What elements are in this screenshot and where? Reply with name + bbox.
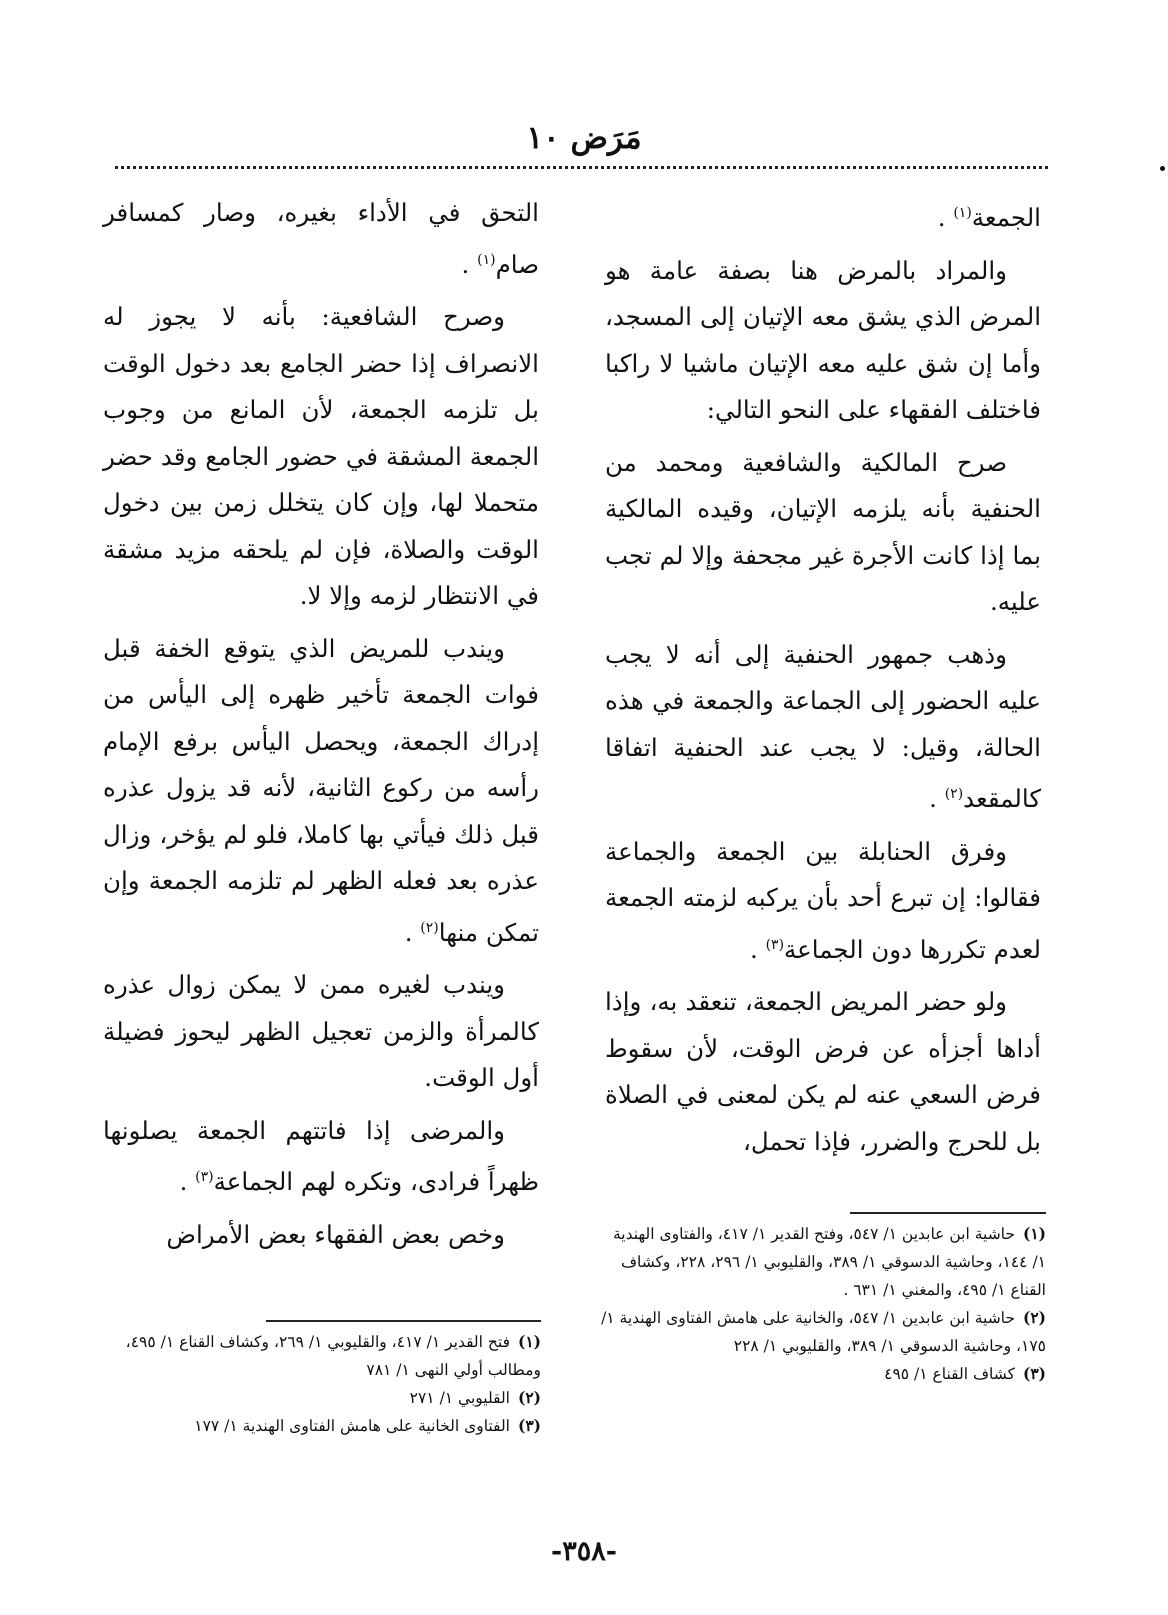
footnote-separator-left — [266, 1320, 541, 1322]
paragraph-text: التحق في الأداء بغيره، وصار كمسافر صام — [103, 198, 539, 279]
footnote — [86, 1384, 541, 1412]
footnote-ref: (٢) — [944, 786, 964, 803]
paragraph-text: ولو حضر المريض الجمعة، تنعقد به، وإذا أداها أجزأه عن فرض الوقت، لأن سقوط فرض السعي عنه لم يكن لمعنى في الصلاة بل للحرج والضرر، فإذا تحمل، — [605, 987, 1041, 1156]
paragraph-text: والمراد بالمرض هنا بصفة عامة هو المرض الذي يشق معه الإتيان إلى المسجد، وأما إن شق عليه معه الإتيان ماشيا لا راكبا فاختلف الفقهاء على النحو التالي: — [605, 255, 1041, 425]
paragraph — [103, 626, 539, 957]
footnote — [600, 1304, 1046, 1360]
footnote-text: حاشية ابن عابدين ١/ ٥٤٧، والخانية على هامش الفتاوى الهندية ١/ ١٧٥، وحاشية الدسوقي ١/ ٣٨٩، والقليوبي ١/ ٢٢٨ — [601, 1309, 1046, 1355]
paragraph-text: وفرق الحنابلة بين الجمعة والجماعة فقالوا: إن تبرع أحد بأن يركبه لزمته الجمعة لعدم تكررها دون الجماعة — [605, 836, 1041, 964]
paragraph-text: الجمعة — [971, 203, 1041, 233]
left-text-column — [103, 190, 539, 1264]
footnote-ref: (١) — [477, 251, 496, 268]
page-header-title: مَرَض ١٠ — [526, 120, 642, 156]
footnotes-right — [600, 1220, 1046, 1388]
paragraph — [605, 632, 1041, 823]
footnotes-left — [86, 1328, 541, 1440]
paragraph — [103, 1212, 539, 1259]
paragraph-tail: . — [461, 249, 478, 279]
paragraph-tail: . — [404, 917, 421, 947]
page-number: -٣٥٨- — [551, 1536, 617, 1567]
footnote-ref: (٢) — [420, 919, 439, 936]
paragraph — [103, 294, 539, 620]
footnote — [86, 1412, 541, 1440]
header-dotted-rule — [115, 166, 1048, 169]
footnote — [86, 1328, 541, 1384]
paragraph-text: ويندب للمريض الذي يتوقع الخفة قبل فوات الجمعة تأخير ظهره إلى اليأس من إدراك الجمعة، ويحصل اليأس برفع الإمام رأسه من ركوع الثانية، لأنه قد يزول عذره قبل ذلك فيأتي بها كاملا، فلو لم يؤخر، وزال عذره بعد فعله الظهر لم تلزمه الجمعة وإن تمكن منها — [103, 633, 539, 947]
paragraph-tail: . — [749, 934, 766, 964]
margin-dot-mark — [1160, 166, 1165, 171]
paragraph-text: وذهب جمهور الحنفية إلى أنه لا يجب عليه الحضور إلى الجماعة والجمعة في هذه الحالة، وقيل: لا يجب عند الحنفية اتفاقا كالمقعد — [605, 639, 1041, 814]
paragraph-text: والمرضى إذا فاتتهم الجمعة يصلونها ظهراً فرادى، وتكره لهم الجماعة — [103, 1115, 539, 1197]
right-text-column — [605, 190, 1041, 1171]
footnote-number: (١) — [1022, 1224, 1046, 1243]
footnote-number: (٢) — [1022, 1308, 1046, 1327]
paragraph — [605, 440, 1041, 626]
paragraph-tail: . — [179, 1167, 196, 1197]
paragraph — [103, 962, 539, 1102]
footnote-ref: (٣) — [195, 1169, 214, 1186]
paragraph-text: وخص بعض الفقهاء بعض الأمراض — [166, 1219, 505, 1249]
footnote-text: فتح القدير ١/ ٤١٧، والقليوبي ١/ ٢٦٩، وكشاف القناع ١/ ٤٩٥، ومطالب أولي النهى ١/ ٧٨١ — [125, 1333, 541, 1379]
footnote-number: (٣) — [1022, 1364, 1046, 1383]
paragraph — [605, 829, 1041, 974]
paragraph — [605, 979, 1041, 1165]
footnote-text: الفتاوى الخانية على هامش الفتاوى الهندية ١/ ١٧٧ — [194, 1417, 510, 1435]
paragraph — [605, 248, 1041, 434]
paragraph-text: صرح المالكية والشافعية ومحمد من الحنفية بأنه يلزمه الإتيان، وقيده المالكية بما إذا كانت الأجرة غير مجحفة وإلا لم تجب عليه. — [605, 447, 1041, 617]
paragraph-text: ويندب لغيره ممن لا يمكن زوال عذره كالمرأة والزمن تعجيل الظهر ليحوز فضيلة أول الوقت. — [103, 970, 539, 1093]
footnote — [600, 1360, 1046, 1388]
footnote — [600, 1220, 1046, 1304]
paragraph — [103, 1108, 539, 1206]
footnote-text: حاشية ابن عابدين ١/ ٥٤٧، وفتح القدير ١/ ٤١٧، والفتاوى الهندية ١/ ١٤٤، وحاشية الدسوقي ١/ ٣٨٩، والقليوبي ١/ ٢٩٦، ٢٢٨، وكشاف القناع ١/ ٤٩٥، والمغني ١/ ٦٣١ . — [612, 1225, 1046, 1299]
footnote-text: القليوبي ١/ ٢٧١ — [409, 1389, 510, 1407]
footnote-number: (٣) — [517, 1416, 541, 1435]
paragraph-tail: . — [937, 203, 954, 233]
paragraph-text: وصرح الشافعية: بأنه لا يجوز له الانصراف إذا حضر الجامع بعد دخول الوقت بل تلزمه الجمعة، لأن المانع من وجوب الجمعة المشقة في حضور الجامع وقد حضر متحملا لها، وإن كان يتخلل زمن بين دخول الوقت والصلاة، فإن لم يلحقه مزيد مشقة في الانتظار لزمه وإلا لا. — [103, 302, 539, 611]
footnote-number: (١) — [517, 1332, 541, 1351]
paragraph — [605, 190, 1041, 242]
paragraph — [103, 190, 539, 288]
footnote-text: كشاف القناع ١/ ٤٩٥ — [884, 1365, 1015, 1383]
footnote-ref: (١) — [953, 205, 972, 221]
footnote-separator-right — [850, 1212, 1046, 1214]
paragraph-tail: . — [929, 784, 945, 814]
footnote-ref: (٣) — [765, 936, 785, 953]
footnote-number: (٢) — [517, 1388, 541, 1407]
